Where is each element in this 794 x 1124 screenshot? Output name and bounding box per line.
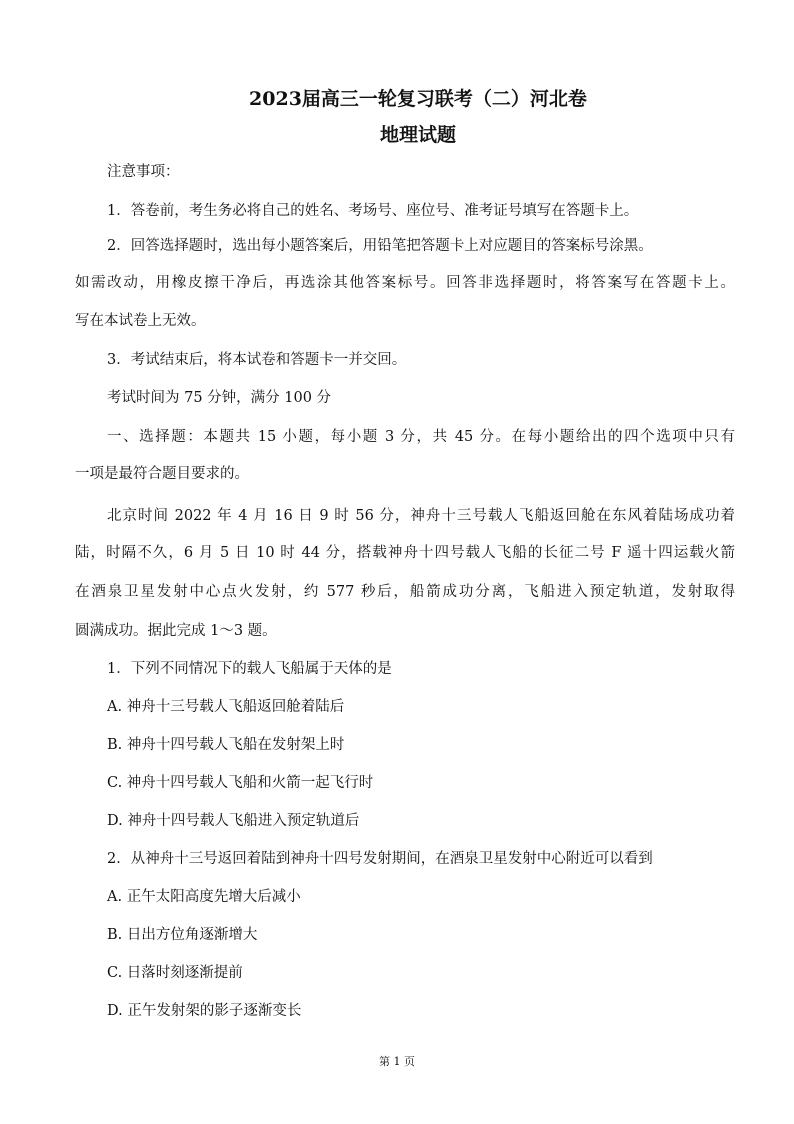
q2-option-b: B. 日出方位角逐渐增大 <box>107 927 258 943</box>
q2-option-d: D. 正午发射架的影子逐渐变长 <box>107 1003 302 1019</box>
passage-line-3: 在酒泉卫星发射中心点火发射，约 577 秒后，船箭成功分离，飞船进入预定轨道，发射取得 <box>75 584 735 600</box>
exam-time: 考试时间为 75 分钟，满分 100 分 <box>107 390 332 406</box>
page-subtitle: 地理试题 <box>379 124 456 146</box>
q2-stem: 2．从神舟十三号返回着陆到神舟十四号发射期间，在酒泉卫星发射中心附近可以看到 <box>107 851 653 867</box>
q1-option-b: B. 神舟十四号载人飞船在发射架上时 <box>107 737 345 753</box>
page-number: 第 1 页 <box>379 1055 415 1068</box>
section-1-line-2: 一项是最符合题目要求的。 <box>75 466 249 482</box>
notice-item-3: 3．考试结束后，将本试卷和答题卡一并交回。 <box>107 352 407 368</box>
page-title: 2023届高三一轮复习联考（二）河北卷 <box>249 88 587 110</box>
q1-option-d: D. 神舟十四号载人飞船进入预定轨道后 <box>107 813 360 829</box>
notice-item-2-line-3: 写在本试卷上无效。 <box>75 313 206 329</box>
notice-heading: 注意事项： <box>107 164 180 180</box>
notice-item-2-line-2: 如需改动，用橡皮擦干净后，再选涂其他答案标号。回答非选择题时，将答案写在答题卡上。 <box>75 275 735 291</box>
notice-item-2-line-1: 2．回答选择题时，选出每小题答案后，用铅笔把答题卡上对应题目的答案标号涂黑。 <box>107 238 653 254</box>
q1-option-c: C. 神舟十四号载人飞船和火箭一起飞行时 <box>107 775 374 791</box>
q1-option-a: A. 神舟十三号载人飞船返回舱着陆后 <box>107 699 345 715</box>
notice-item-1: 1．答卷前，考生务必将自己的姓名、考场号、座位号、准考证号填写在答题卡上。 <box>107 203 639 219</box>
q1-stem: 1．下列不同情况下的载人飞船属于天体的是 <box>107 661 392 677</box>
passage-line-4: 圆满成功。据此完成 1～3 题。 <box>75 623 277 639</box>
passage-line-2: 陆，时隔不久，6 月 5 日 10 时 44 分，搭载神舟十四号载人飞船的长征二号 F 遥十四运载火箭 <box>75 545 735 561</box>
q2-option-a: A. 正午太阳高度先增大后减小 <box>107 889 301 905</box>
section-1-line-1: 一、选择题：本题共 15 小题，每小题 3 分，共 45 分。在每小题给出的四个选项中只有 <box>107 429 735 445</box>
passage-line-1: 北京时间 2022 年 4 月 16 日 9 时 56 分，神舟十三号载人飞船返回舱在东风着陆场成功着 <box>107 508 735 524</box>
q2-option-c: C. 日落时刻逐渐提前 <box>107 965 243 981</box>
